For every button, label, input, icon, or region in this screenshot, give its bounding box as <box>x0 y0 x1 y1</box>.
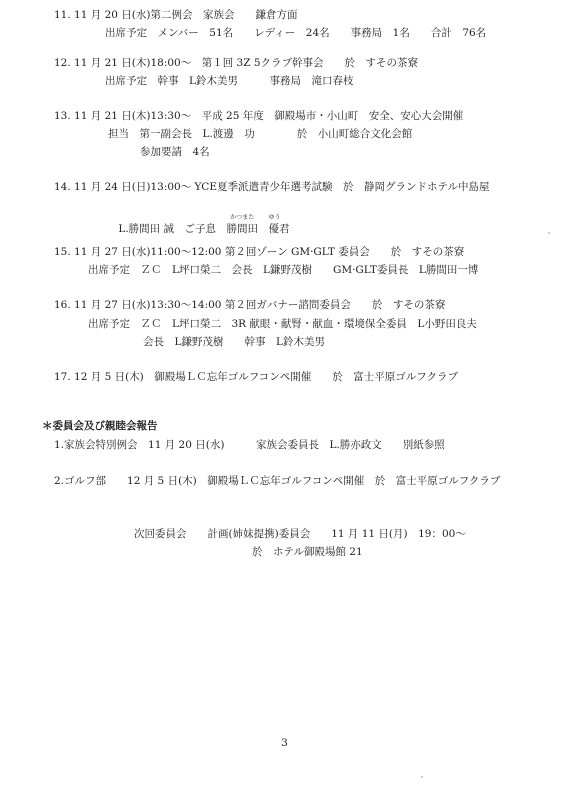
ruby-text-1: かつまた <box>230 214 255 221</box>
item-12-line-2: 出席予定 幹事 L鈴木美男 事務局 滝口春枝 <box>105 75 354 87</box>
next-meeting-line-2: 於 ホテル御殿場館 21 <box>252 546 363 558</box>
furigana-yu <box>268 214 281 236</box>
item-17-line-1: 17. 12 月 5 日(木) 御殿場ＬＣ忘年ゴルフコンペ開催 於 富士平原ゴルフクラブ <box>54 371 458 383</box>
item-14-text-c: 君 <box>279 223 290 235</box>
item-15-line-2: 出席予定 ＺＣ L坪口榮二 会長 L鎌野茂樹 GM·GLT委員長 L勝間田一博 <box>88 264 479 276</box>
item-11-line-1: 11. 11 月 20 日(水)第二例会 家族会 鎌倉方面 <box>54 9 298 21</box>
ruby-text-2: ゆう <box>268 214 281 221</box>
item-12-line-1: 12. 11 月 21 日(木)18:00〜 第１回 3Z 5クラブ幹事会 於 すその茶寮 <box>54 57 419 69</box>
committee-row-2: 2.ゴルフ部 12 月 5 日(木) 御殿場ＬＣ忘年ゴルフコンペ開催 於 富士平原ゴルフクラブ <box>54 475 501 487</box>
scan-speck <box>421 776 423 778</box>
item-16-line-2: 出席予定 ＺＣ L坪口榮二 3R 献眼・献腎・献血・環境保全委員 L小野田良夫 <box>88 318 477 330</box>
item-13-line-3: 参加要請 4名 <box>140 146 210 158</box>
item-15-line-1: 15. 11 月 27 日(水)11:00〜12:00 第２回ゾーン GM·GLT 委員会 於 すその茶寮 <box>54 246 465 258</box>
ruby-base-2: 優 <box>268 223 280 235</box>
item-14-line-1: 14. 11 月 24 日(日)13:00〜 YCE夏季派遣青少年選考試験 於 静岡グランドホテル中島屋 <box>54 181 490 193</box>
committee-row-1: 1.家族会特別例会 11 月 20 日(水) 家族会委員長 L.勝亦政文 別紙参照 <box>54 439 445 451</box>
ruby-base-1: 勝間田 <box>226 223 259 235</box>
item-14-text-b <box>258 223 269 235</box>
scan-speck <box>548 232 550 234</box>
item-14-line-2 <box>105 210 290 249</box>
item-13-line-1: 13. 11 月 21 日(木)13:30〜 平成 25 年度 御殿場市・小山町 安全、安心大会開催 <box>54 110 464 122</box>
item-13-line-2: 担当 第一副会長 L.渡邊 功 於 小山町総合文化会館 <box>108 128 413 140</box>
item-16-line-3: 会長 L鎌野茂樹 幹事 L鈴木美男 <box>143 336 325 348</box>
item-16-line-1: 16. 11 月 27 日(水)13:30〜14:00 第２回ガバナー諮問委員会 於 すその茶寮 <box>54 299 446 311</box>
committee-heading: ＊委員会及び親睦会報告 <box>42 420 158 432</box>
furigana-katsumata <box>226 214 259 236</box>
page-number: 3 <box>281 737 288 749</box>
next-meeting-line-1: 次回委員会 計画(姉妹提携)委員会 11 月 11 日(月) 19：00〜 <box>134 528 466 540</box>
item-14-text-a: L.勝間田 誠 ご子息 <box>118 223 227 235</box>
item-11-line-2: 出席予定 メンバー 51名 レディー 24名 事務局 1名 合計 76名 <box>105 27 487 39</box>
